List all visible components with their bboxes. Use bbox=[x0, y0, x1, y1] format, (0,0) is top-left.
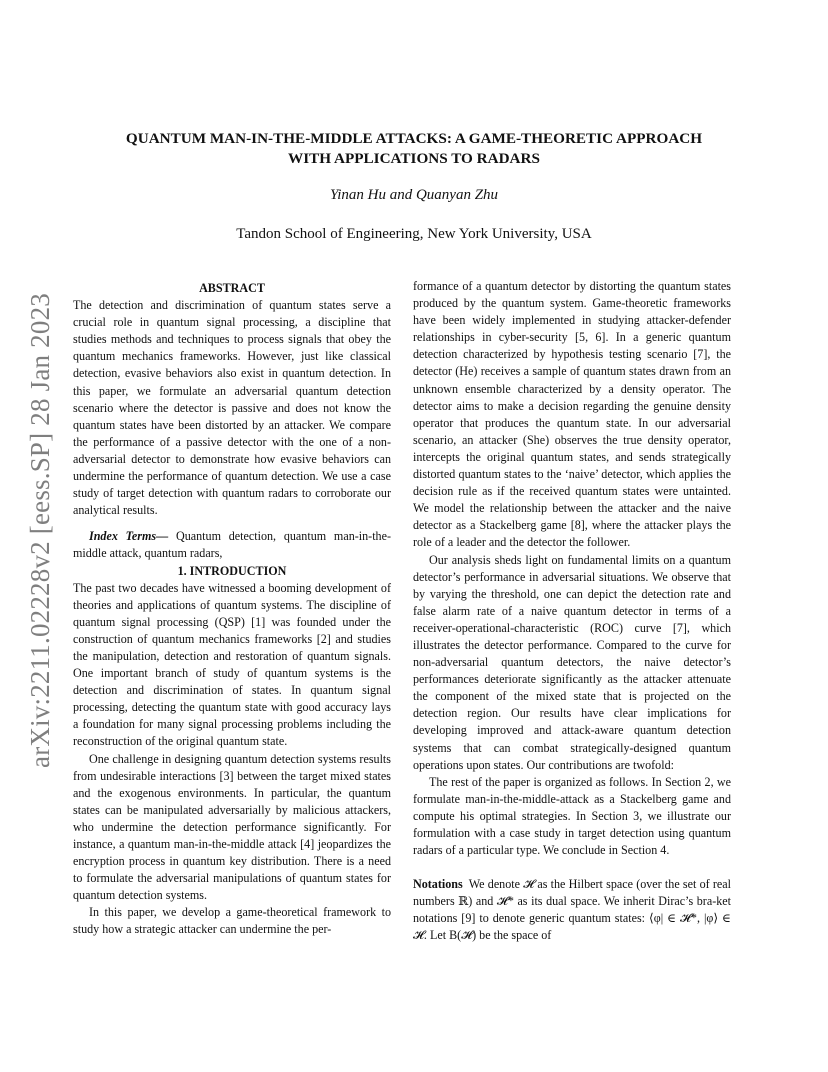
intro-paragraph-1: The past two decades have witnessed a booming development of theories and applications of quantum systems. The discipline of quantum signal processing (QSP) [1] was founded under the construction of quantum mechanics frameworks [2] and studies the manipulation, detection and restoration of quantum signals. One important branch of study of quantum systems is the detection and discrimination of states. In quantum signal processing, detecting the quantum state with good accuracy lays a foundation for many signal processing problems including the reconstruction of the original quantum state. bbox=[73, 580, 391, 749]
left-column bbox=[73, 280, 391, 939]
index-terms bbox=[73, 528, 391, 562]
right-paragraph-3: The rest of the paper is organized as follows. In Section 2, we formulate man-in-the-middle-attack as a Stackelberg game and compute his optimal strategies. In Section 3, we illustrate our formulation with a case study in target detection using quantum radars of a particular type. We conclude in Section 4. bbox=[413, 774, 731, 858]
arxiv-stamp bbox=[18, 290, 62, 770]
arxiv-stamp-text: arXiv:2211.02228v2 [eess.SP] 28 Jan 2023 bbox=[24, 292, 55, 768]
title-line-2: WITH APPLICATIONS TO RADARS bbox=[288, 150, 540, 167]
right-column bbox=[413, 278, 731, 945]
right-paragraph-1: formance of a quantum detector by distorting the quantum states produced by the quantum system. Game-theoretic frameworks have been widely implemented in studying attacker-defender relationships in cyber-security [5, 6]. In a generic quantum detection characterized by hypothesis testing scenario [7], the detector (He) receives a sample of quantum states drawn from an unknown ensemble characterized by a density operator. The detector aims to make a decision regarding the genuine density operator that produces the quantum state. In our adversarial scenario, an attacker (She) observes the true density operator, intercepts the original quantum states, and sends strategically distorted quantum states to the ‘naive’ detector, which applies the decision rule as if the received quantum states were untainted. We model the relationship between the attacker and the naive detector as a Stackelberg game [8], where the attacker plays the role of a leader and the detector the follower. bbox=[413, 279, 731, 550]
abstract-text: The detection and discrimination of quantum states serve a crucial role in quantum signal processing, a discipline that studies methods and techniques to process signals that obey the quantum mechanics frameworks. However, just like classical detection, evasive behaviors also exist in quantum detection. In this paper, we formulate an adversarial quantum detection scenario where the detector is passive and does not know the quantum states have been distorted by an attacker. We compare the performance of a passive detector with the one of a non-adversarial detector to demonstrate how evasive behaviors can undermine the performance of quantum detection. We use a case study of target detection with quantum radars to corroborate our analytical results. bbox=[73, 298, 391, 518]
paper-title bbox=[60, 129, 768, 169]
intro-paragraph-2: One challenge in designing quantum detection systems results from undesirable interactions [3] between the target mixed states and the exogenous environments. In particular, the quantum states can be manipulated adversarially by malicious attackers, who undermine the detection performance significantly. For instance, a quantum man-in-the-middle attack [4] jeopardizes the encryption process in quantum key distribution. There is a need to formulate the adversarial manipulations of quantum states for quantum detection systems. bbox=[73, 751, 391, 903]
intro-heading: 1. INTRODUCTION bbox=[177, 563, 287, 578]
title-line-1: QUANTUM MAN-IN-THE-MIDDLE ATTACKS: A GAME-THEORETIC APPROACH bbox=[125, 130, 703, 147]
affiliation: Tandon School of Engineering, New York University, USA bbox=[236, 226, 592, 242]
right-paragraph-2: Our analysis sheds light on fundamental limits on a quantum detector’s performance in adversarial situations. We observe that by varying the threshold, one can depict the detection rate and false alarm rate of a naive quantum detector in terms of a receiver-operational-characteristic (ROC) curve [7], which illustrates the detector performance. Compared to the curve for non-adversarial quantum detectors, the naive detector’s performances deteriorate significantly as the attacker attenuate the component of the mixed state that is projected on the detection region. Our results have clear implications for developing improved and attack-aware quantum detection systems that can combat strategically-designed quantum operations upon states. Our contributions are twofold: bbox=[413, 552, 731, 772]
index-terms-label: Index Terms— bbox=[89, 529, 169, 544]
notations-label: Notations bbox=[413, 877, 463, 892]
notations-text: We denote 𝓗 as the Hilbert space (over the set of real numbers ℝ) and 𝓗* as its dual space. We inherit Dirac’s bra-ket notations [9] to denote generic quantum states: ⟨φ| ∈ 𝓗*, |φ⟩ ∈ 𝓗. Let B(𝓗) be the space of bbox=[413, 877, 731, 943]
notations-paragraph bbox=[413, 876, 731, 944]
authors: Yinan Hu and Quanyan Zhu bbox=[329, 187, 499, 203]
abstract-heading: ABSTRACT bbox=[199, 281, 265, 295]
intro-paragraph-3: In this paper, we develop a game-theoretical framework to study how a strategic attacker can undermine the per- bbox=[73, 905, 391, 937]
index-terms-text: Quantum detection, quantum man-in-the-middle attack, quantum radars, bbox=[73, 529, 392, 561]
